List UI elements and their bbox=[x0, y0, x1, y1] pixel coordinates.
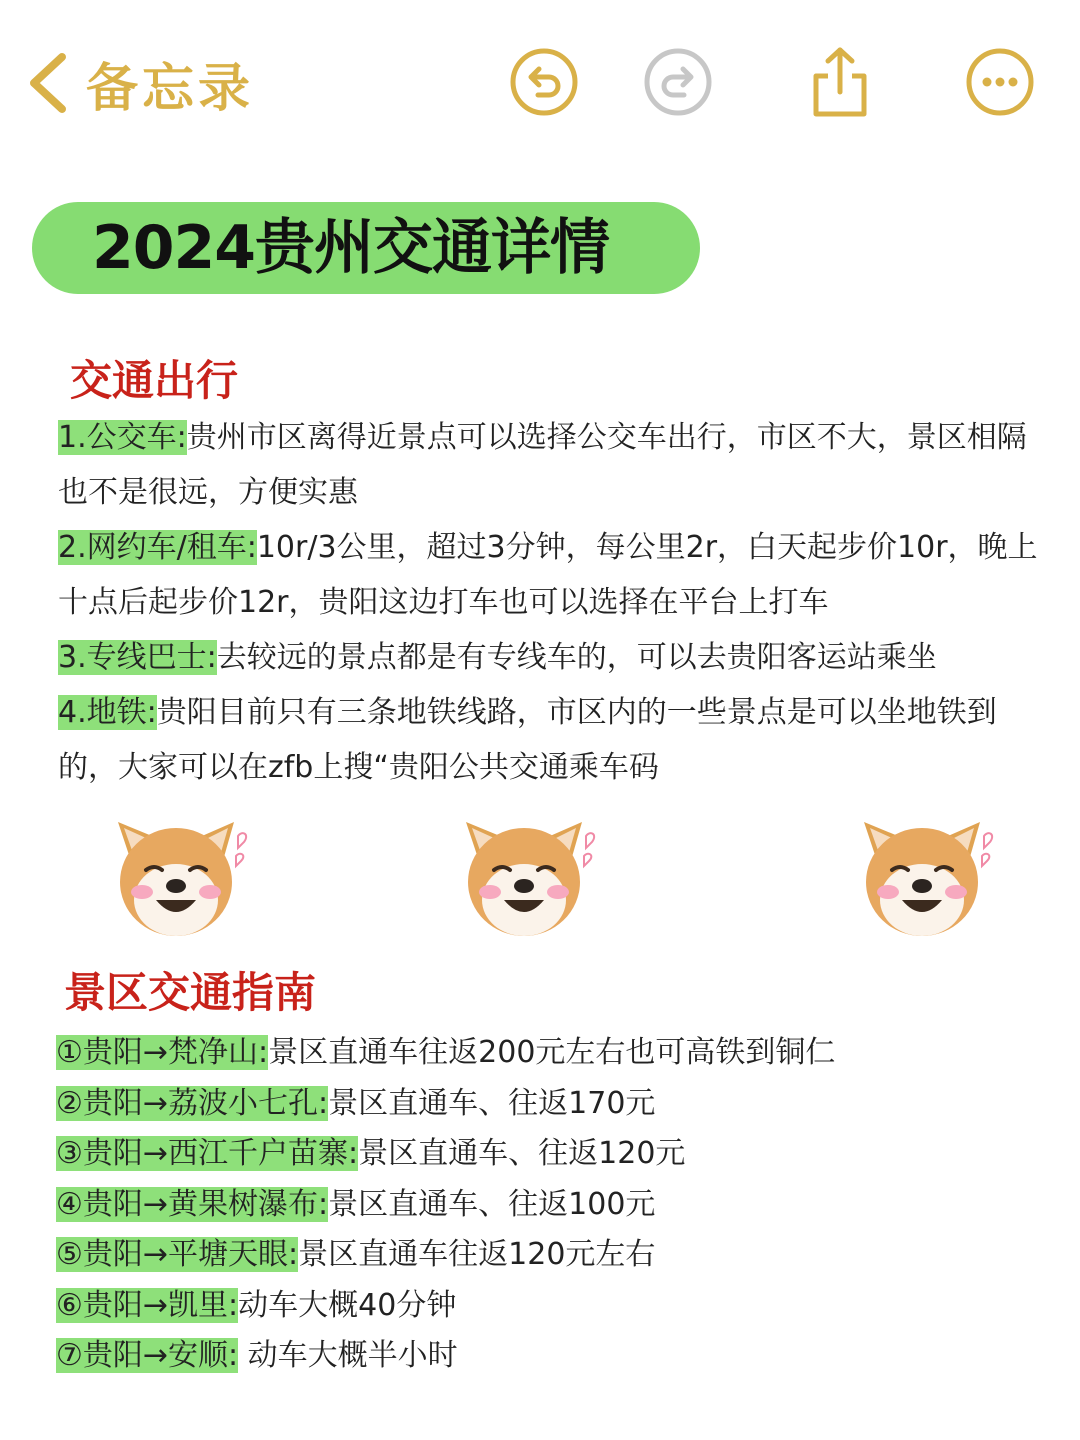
nav-bar bbox=[0, 0, 1080, 160]
item-label: ②贵阳→荔波小七孔: bbox=[56, 1086, 329, 1121]
list-item bbox=[56, 1133, 685, 1175]
item-label: ⑥贵阳→凯里: bbox=[56, 1288, 239, 1323]
undo-icon bbox=[508, 46, 580, 118]
shiba-dog-sticker bbox=[112, 812, 252, 940]
item-text: 景区直通车、往返170元 bbox=[328, 1086, 656, 1121]
item-label: ⑦贵阳→安顺: bbox=[56, 1338, 239, 1373]
item-text: 动车大概半小时 bbox=[238, 1338, 458, 1373]
list-item bbox=[56, 1234, 655, 1276]
item-label: ⑤贵阳→平塘天眼: bbox=[56, 1237, 299, 1272]
list-item bbox=[58, 685, 1048, 795]
list-item bbox=[56, 1285, 456, 1327]
item-text: 景区直通车往返200元左右也可高铁到铜仁 bbox=[268, 1035, 836, 1070]
page-title: 2024贵州交通详情 bbox=[92, 213, 609, 283]
list-item bbox=[58, 410, 1048, 520]
item-label: ④贵阳→黄果树瀑布: bbox=[56, 1187, 329, 1222]
item-text: 贵州市区离得近景点可以选择公交车出行，市区不大，景区相隔也不是很远，方便实惠 bbox=[58, 420, 1027, 510]
list-item bbox=[58, 630, 1048, 685]
shiba-dog-sticker bbox=[460, 812, 600, 940]
redo-button[interactable] bbox=[642, 46, 714, 118]
item-text: 景区直通车、往返120元 bbox=[358, 1136, 686, 1171]
item-text: 动车大概40分钟 bbox=[238, 1288, 457, 1323]
section-heading-scenic-guide: 景区交通指南 bbox=[64, 968, 317, 1017]
chevron-left-icon bbox=[26, 51, 70, 115]
list-item bbox=[56, 1032, 835, 1074]
share-icon bbox=[804, 46, 876, 118]
more-icon bbox=[964, 46, 1036, 118]
item-label: 3.专线巴士: bbox=[58, 640, 217, 675]
item-label: 1.公交车: bbox=[58, 420, 187, 455]
item-label: 4.地铁: bbox=[58, 695, 157, 730]
item-label: ③贵阳→西江千户苗寨: bbox=[56, 1136, 359, 1171]
back-label: 备忘录 bbox=[86, 58, 255, 119]
item-text: 景区直通车、往返100元 bbox=[328, 1187, 656, 1222]
list-item bbox=[58, 520, 1048, 630]
item-text: 去较远的景点都是有专线车的，可以去贵阳客运站乘坐 bbox=[216, 640, 937, 675]
list-item bbox=[56, 1184, 655, 1226]
back-button[interactable] bbox=[26, 48, 256, 118]
shiba-dog-sticker bbox=[858, 812, 998, 940]
item-label: 2.网约车/租车: bbox=[58, 530, 257, 565]
item-text: 景区直通车往返120元左右 bbox=[298, 1237, 656, 1272]
redo-icon bbox=[642, 46, 714, 118]
undo-button[interactable] bbox=[508, 46, 580, 118]
section-heading-transport: 交通出行 bbox=[70, 356, 239, 405]
more-button[interactable] bbox=[964, 46, 1036, 118]
share-button[interactable] bbox=[804, 46, 876, 118]
list-item bbox=[56, 1335, 458, 1377]
list-item bbox=[56, 1083, 655, 1125]
item-label: ①贵阳→梵净山: bbox=[56, 1035, 269, 1070]
item-text: 贵阳目前只有三条地铁线路，市区内的一些景点是可以坐地铁到的，大家可以在zfb上搜“贵阳公共交通乘车码 bbox=[58, 695, 997, 785]
item-text: 10r/3公里，超过3分钟，每公里2r，白天起步价10r，晚上十点后起步价12r，贵阳这边打车也可以选择在平台上打车 bbox=[58, 530, 1038, 620]
